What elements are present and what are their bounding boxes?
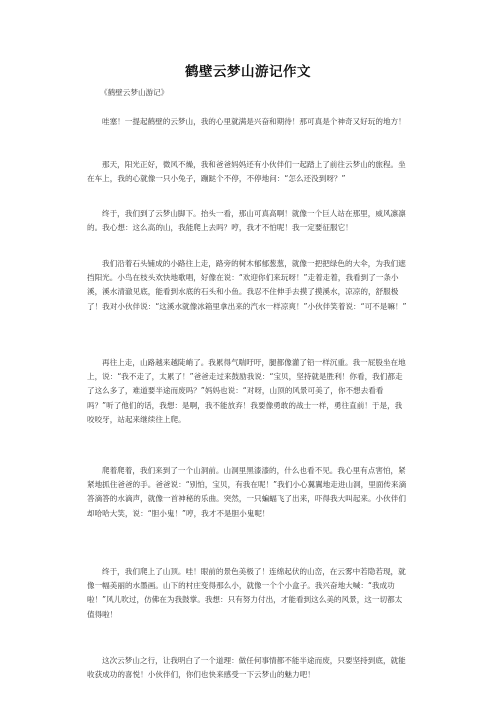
paragraph-4: 我们沿着石头铺成的小路往上走，路旁的树木郁郁葱葱，就像一把把绿色的大伞，为我们遮挡阳光。小鸟在枝头欢快地歌唱，好像在说：“欢迎你们来玩呀！”走着走着，我看到了一条小溪，溪水清澈见底，能看到水底的石头和小鱼。我忍不住伸手去摸了摸溪水，凉凉的，舒服极了！我对小伙伴说：“这溪水就像冰箱里拿出来的汽水一样凉爽！”小伙伴笑着说：“可不是嘛！” [87, 259, 407, 311]
paragraph-2: 那天，阳光正好，微风不燥，我和爸爸妈妈还有小伙伴们一起踏上了前往云梦山的旅程。坐在车上，我的心就像一只小兔子，蹦跶个不停，不停地问：“怎么还没到呀？” [87, 160, 406, 184]
paragraph-3: 终于，我们到了云梦山脚下。抬头一看，那山可真高啊！就像一个巨人站在那里，威风凛凛的。我心想：这么高的山，我能爬上去吗？哼，我才不怕呢！我一定要征服它！ [87, 209, 406, 233]
page-title: 鹤壁云梦山游记作文 [185, 64, 311, 80]
paragraph-1: 哇塞！一提起鹤壁的云梦山，我的心里就满是兴奋和期待！那可真是个神奇又好玩的地方！ [102, 117, 406, 126]
paragraph-5: 再往上走，山路越来越陡峭了。我累得气喘吁吁，腿都像灌了铅一样沉重。我一屁股坐在地上，说：“我不走了，太累了！”爸爸走过来鼓励我说：“宝贝，坚持就是胜利！你看，我们都走了这么多了，难道要半途而废吗？”妈妈也说：“对呀，山顶的风景可美了，你不想去看看吗？”听了他们的话，我想：是啊，我不能放弃！我要像勇敢的战士一样，勇往直前！于是，我咬咬牙，站起来继续往上爬。 [87, 358, 406, 424]
essay-subtitle: 《鹤壁云梦山游记》 [100, 88, 169, 97]
paragraph-7: 终于，我们爬上了山顶。哇！眼前的景色美极了！连绵起伏的山峦，在云雾中若隐若现，就像一幅美丽的水墨画。山下的村庄变得那么小，就像一个个小盒子。我兴奋地大喊：“我成功啦！”风儿吹过，仿佛在为我鼓掌。我想：只有努力付出，才能看到这么美的风景，这一切都太值得啦！ [87, 567, 406, 619]
paragraph-6: 爬着爬着，我们来到了一个山洞前。山洞里黑漆漆的，什么也看不见。我心里有点害怕，紧紧地抓住爸爸的手。爸爸说：“别怕，宝贝，有我在呢！”我们小心翼翼地走进山洞，里面传来滴答滴答的水滴声，就像一首神秘的乐曲。突然，一只蝙蝠飞了出来，吓得我大叫起来。小伙伴们却哈哈大笑，说：“胆小鬼！”哼，我才不是胆小鬼呢！ [87, 466, 407, 518]
paragraph-8: 这次云梦山之行，让我明白了一个道理：做任何事情都不能半途而废，只要坚持到底，就能收获成功的喜悦！小伙伴们，你们也快来感受一下云梦山的魅力吧！ [87, 656, 406, 680]
